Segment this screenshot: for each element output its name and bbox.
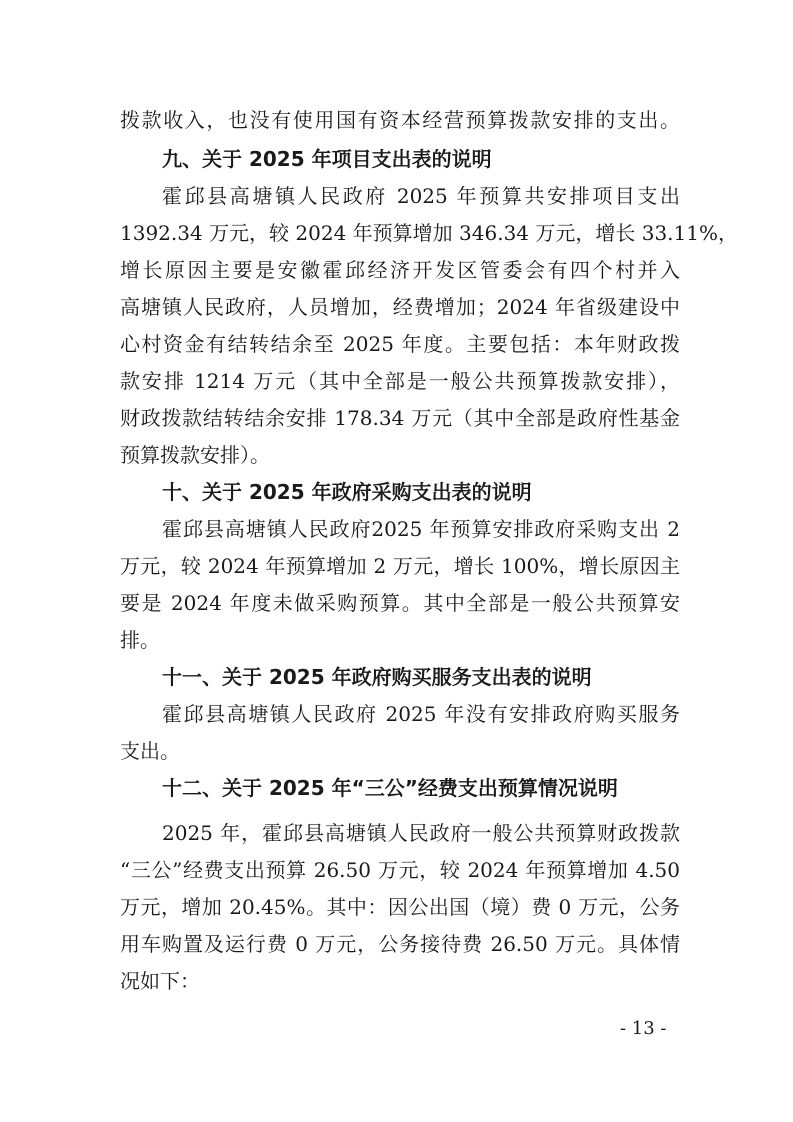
paragraph-line: 财政拨款结转结余安排 178.34 万元（其中全部是政府性基金 bbox=[120, 406, 680, 430]
paragraph-line: 用车购置及运行费 0 万元，公务接待费 26.50 万元。具体情 bbox=[120, 932, 680, 956]
paragraph-line: 霍邱县高塘镇人民政府 2025 年预算共安排项目支出 bbox=[162, 184, 680, 208]
paragraph-line: 万元，较 2024 年预算增加 2 万元，增长 100%，增长原因主 bbox=[120, 554, 680, 578]
paragraph-line: 款安排 1214 万元（其中全部是一般公共预算拨款安排）， bbox=[120, 369, 680, 393]
paragraph-line: 况如下： bbox=[120, 969, 200, 993]
paragraph-line: 2025 年，霍邱县高塘镇人民政府一般公共预算财政拨款 bbox=[162, 821, 680, 845]
paragraph-line: 霍邱县高塘镇人民政府2025 年预算安排政府采购支出 2 bbox=[162, 517, 680, 541]
paragraph-line: 要是 2024 年度未做采购预算。其中全部是一般公共预算安 bbox=[120, 591, 680, 615]
paragraph-line: “三公”经费支出预算 26.50 万元，较 2024 年预算增加 4.50 bbox=[120, 858, 680, 882]
section-heading-12: 十二、关于 2025 年“三公”经费支出预算情况说明 bbox=[162, 776, 618, 800]
paragraph-line: 预算拨款安排）。 bbox=[120, 443, 270, 467]
paragraph-line: 霍邱县高塘镇人民政府 2025 年没有安排政府购买服务 bbox=[162, 702, 680, 726]
paragraph-line: 心村资金有结转结余至 2025 年度。主要包括：本年财政拨 bbox=[120, 332, 680, 356]
paragraph-line: 高塘镇人民政府，人员增加，经费增加；2024 年省级建设中 bbox=[120, 295, 680, 319]
paragraph-line: 支出。 bbox=[120, 739, 180, 763]
section-heading-9: 九、关于 2025 年项目支出表的说明 bbox=[162, 147, 492, 171]
paragraph-line: 排。 bbox=[120, 628, 160, 652]
paragraph-line: 增长原因主要是安徽霍邱经济开发区管委会有四个村并入 bbox=[120, 258, 680, 282]
paragraph-line: 1392.34 万元，较 2024 年预算增加 346.34 万元，增长 33.11%， bbox=[120, 221, 738, 245]
paragraph-line: 拨款收入，也没有使用国有资本经营预算拨款安排的支出。 bbox=[120, 108, 680, 132]
paragraph-line: 万元，增加 20.45%。其中：因公出国（境）费 0 万元，公务 bbox=[120, 895, 680, 919]
section-heading-10: 十、关于 2025 年政府采购支出表的说明 bbox=[162, 480, 532, 504]
section-heading-11: 十一、关于 2025 年政府购买服务支出表的说明 bbox=[162, 665, 592, 689]
page-number: - 13 - bbox=[620, 1018, 667, 1039]
